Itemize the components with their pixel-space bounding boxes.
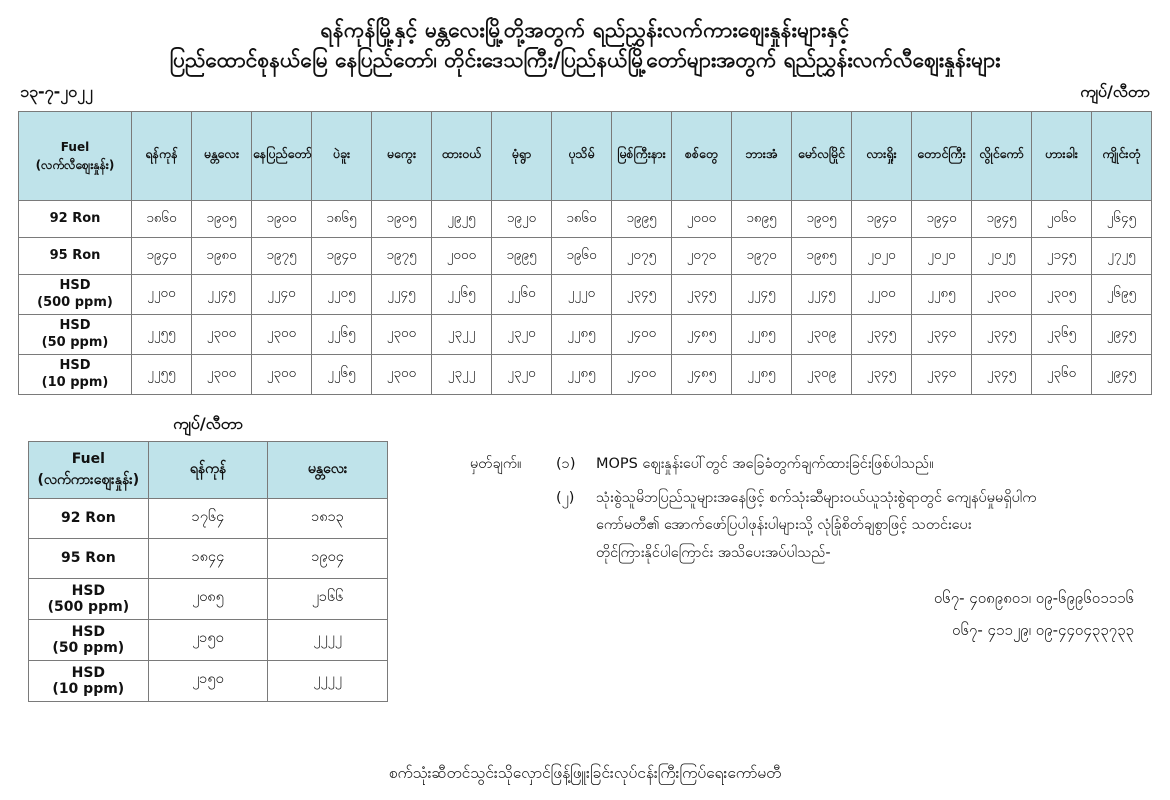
price-cell: ၂၃၄၀ — [912, 354, 972, 394]
price-cell: ၂၃၀၅ — [1032, 274, 1092, 314]
table-header-row — [19, 111, 1152, 200]
price-cell: ၁၈၆၀ — [132, 200, 192, 237]
price-cell: ၁၉၀၄ — [268, 538, 388, 578]
contact-phones — [470, 583, 1152, 646]
price-cell: ၂၃၂၂ — [432, 354, 492, 394]
price-cell: ၁၉၀၅ — [192, 200, 252, 237]
price-cell: ၂၃၄၅ — [972, 354, 1032, 394]
price-cell: ၁၉၇၅ — [252, 237, 312, 274]
note-text — [596, 485, 1152, 568]
column-header-city: ဟားခါး — [1032, 111, 1092, 200]
price-cell: ၂၂၀၀ — [852, 274, 912, 314]
price-cell: ၂၃၆၅ — [1032, 314, 1092, 354]
fuel-label-line1: HSD — [71, 623, 106, 640]
table-row — [29, 619, 388, 660]
note-text-line: ကော်မတီ၏ အောက်ဖော်ပြပါဖုန်းပါများသို့ လုံခြုံစိတ်ချစွာဖြင့် သတင်းပေး — [596, 517, 972, 534]
document-date: ၁၃-၇-၂၀၂၂ — [20, 81, 93, 101]
price-cell: ၂၃၀၉ — [792, 314, 852, 354]
price-cell: ၂၂၆၀ — [492, 274, 552, 314]
price-cell: ၂၃၆၀ — [1032, 354, 1092, 394]
price-cell: ၁၉၄၀ — [312, 237, 372, 274]
unit-label-main: ကျပ်/လီတာ — [1080, 81, 1150, 101]
column-header-city: မြစ်ကြီးနား — [612, 111, 672, 200]
price-cell: ၂၂၆၅ — [312, 354, 372, 394]
column-header-city: လားရှိုး — [852, 111, 912, 200]
price-cell: ၁၉၄၀ — [852, 200, 912, 237]
price-cell: ၂၁၅၀ — [148, 660, 268, 701]
price-cell: ၂၂၈၅ — [912, 274, 972, 314]
price-cell: ၂၃၄၅ — [852, 354, 912, 394]
price-cell: ၂၀၈၅ — [148, 578, 268, 619]
lower-section — [18, 413, 1152, 702]
column-header-city: မန္တလေး — [268, 441, 388, 498]
price-cell: ၂၃၂၀ — [492, 314, 552, 354]
column-header-city: ဘားအံ — [732, 111, 792, 200]
price-cell: ၂၆၄၅ — [1092, 200, 1152, 237]
price-cell: ၂၃၀၉ — [792, 354, 852, 394]
fuel-label-line2: (10 ppm) — [41, 375, 109, 391]
price-cell: ၂၀၂၀ — [912, 237, 972, 274]
column-header-city: စစ်တွေ — [672, 111, 732, 200]
note-item — [470, 451, 1152, 479]
fuel-label-line1: HSD — [59, 357, 91, 373]
price-cell: ၂၂၅၅ — [132, 354, 192, 394]
price-cell: ၂၃၀၀ — [372, 354, 432, 394]
fuel-header-line2: (လက်ကားဈေးနှုန်း) — [37, 471, 140, 488]
retail-price-table-head — [19, 111, 1152, 200]
price-cell: ၂၁၅၀ — [148, 619, 268, 660]
row-header-fuel-type — [29, 538, 149, 578]
price-cell: ၁၈၆၀ — [552, 200, 612, 237]
column-header-city: မကွေး — [372, 111, 432, 200]
price-cell: ၂၃၂၂ — [432, 314, 492, 354]
price-cell: ၂၀၀၀ — [432, 237, 492, 274]
column-header-city: နေပြည်တော် — [252, 111, 312, 200]
price-cell: ၂၃၀၀ — [372, 314, 432, 354]
column-header-city: မော်လမြိုင် — [792, 111, 852, 200]
table-row — [29, 660, 388, 701]
column-header-city: တောင်ကြီး — [912, 111, 972, 200]
price-cell: ၂၂၂၀ — [552, 274, 612, 314]
column-header-city: ပုသိမ် — [552, 111, 612, 200]
fuel-label-line1: 92 Ron — [49, 210, 101, 226]
price-cell: ၂၂၄၅ — [792, 274, 852, 314]
column-header-city: ကျိုင်းတုံ — [1092, 111, 1152, 200]
retail-price-table-body — [19, 200, 1152, 394]
note-text-line: သုံးစွဲသူမိဘပြည်သူများအနေဖြင့် စက်သုံးဆီများဝယ်ယူသုံးစွဲရာတွင် ကျေနပ်မှုမရှိပါက — [596, 489, 1037, 506]
price-cell: ၁၉၀၅ — [792, 200, 852, 237]
row-header-fuel-type — [19, 274, 132, 314]
price-cell: ၁၉၈၀ — [192, 237, 252, 274]
price-cell: ၂၆၉၅ — [1092, 274, 1152, 314]
price-cell: ၁၉၉၅ — [492, 237, 552, 274]
note-number: (၁) — [556, 455, 576, 472]
price-cell: ၁၉၀၅ — [372, 200, 432, 237]
price-cell: ၂၉၄၅ — [1092, 354, 1152, 394]
price-cell: ၂၂၀၅ — [312, 274, 372, 314]
price-cell: ၁၈၆၅ — [312, 200, 372, 237]
price-cell: ၂၃၄၅ — [672, 274, 732, 314]
price-cell: ၂၃၀၀ — [192, 354, 252, 394]
row-header-fuel-type — [19, 237, 132, 274]
price-cell: ၂၃၀၀ — [972, 274, 1032, 314]
price-cell: ၂၃၀၀ — [252, 354, 312, 394]
footer-authority: စက်သုံးဆီတင်သွင်းသိုလှောင်ဖြန့်ဖြူးခြင်းလုပ်ငန်းကြီးကြပ်ရေးကော်မတီ — [388, 764, 782, 782]
price-cell: ၂၂၂၂ — [268, 660, 388, 701]
price-cell: ၁၉၀၀ — [252, 200, 312, 237]
fuel-label-line1: HSD — [71, 582, 106, 599]
price-cell: ၁၈၁၃ — [268, 498, 388, 538]
phone-line: ၀၆၇- ၄၀၈၉၈၀၁၊ ၀၉-၆၉၉၆၀၁၁၁၆ — [933, 589, 1134, 608]
price-cell: ၂၂၀၀ — [132, 274, 192, 314]
column-header-city: ရန်ကုန် — [148, 441, 268, 498]
price-cell: ၁၉၆၀ — [552, 237, 612, 274]
row-header-fuel-type — [29, 498, 149, 538]
table-row — [29, 538, 388, 578]
column-header-city: မုံရွာ — [492, 111, 552, 200]
fuel-label-line1: HSD — [59, 277, 91, 293]
price-cell: ၂၁၆၆ — [268, 578, 388, 619]
fuel-label-line1: 95 Ron — [60, 550, 116, 567]
price-cell: ၂၂၂၂ — [268, 619, 388, 660]
table-row — [29, 498, 388, 538]
price-cell: ၂၀၇၀ — [672, 237, 732, 274]
price-cell: ၁၈၄၄ — [148, 538, 268, 578]
fuel-label-line2: (500 ppm) — [47, 598, 130, 615]
notes-label: မှတ်ချက်။ — [470, 455, 522, 472]
note-text-line: တိုင်ကြားနိုင်ပါကြောင်း အသိပေးအပ်ပါသည်- — [596, 544, 831, 561]
price-cell: ၂၄၈၅ — [672, 354, 732, 394]
table-row — [19, 354, 1152, 394]
price-cell: ၁၉၂၀ — [492, 200, 552, 237]
price-cell: ၂၂၄၅ — [372, 274, 432, 314]
fuel-header-line1: Fuel — [71, 450, 105, 467]
wholesale-price-table-head — [29, 441, 388, 498]
price-cell: ၂၃၂၀ — [492, 354, 552, 394]
table-header-row — [29, 441, 388, 498]
price-cell: ၂၉၄၅ — [1092, 314, 1152, 354]
column-header-city: ပဲခူး — [312, 111, 372, 200]
price-cell: ၂၀၇၅ — [612, 237, 672, 274]
note-number: (၂) — [556, 489, 575, 506]
notes-block — [418, 413, 1152, 702]
price-cell: ၂၂၆၅ — [312, 314, 372, 354]
price-cell: ၁၈၉၅ — [732, 200, 792, 237]
price-cell: ၂၂၈၅ — [552, 354, 612, 394]
price-cell: ၂၇၂၅ — [1092, 237, 1152, 274]
retail-price-table — [18, 111, 1152, 395]
price-cell: ၂၄၀၀ — [612, 354, 672, 394]
price-cell: ၂၄၈၅ — [672, 314, 732, 354]
table-row — [19, 274, 1152, 314]
column-header-fuel — [19, 111, 132, 200]
fuel-label-line2: (10 ppm) — [52, 680, 125, 697]
price-cell: ၂၀၀၀ — [672, 200, 732, 237]
fuel-header-line1: Fuel — [60, 139, 90, 154]
fuel-label-line2: (50 ppm) — [41, 335, 109, 351]
price-cell: ၂၂၅၅ — [132, 314, 192, 354]
note-item — [470, 485, 1152, 568]
column-header-fuel — [29, 441, 149, 498]
price-cell: ၁၉၈၅ — [792, 237, 852, 274]
page-title-line1: ရန်ကုန်မြို့နှင့် မန္တလေးမြို့တို့အတွက် ရည်ညွှန်းလက်ကားဈေးနှုန်းများနှင့် — [320, 18, 850, 42]
table-row — [29, 578, 388, 619]
unit-label-small: ကျပ်/လီတာ — [173, 413, 243, 433]
price-cell: ၁၉၄၅ — [972, 200, 1032, 237]
price-cell: ၂၂၄၀ — [252, 274, 312, 314]
price-cell: ၁၉၉၅ — [612, 200, 672, 237]
row-header-fuel-type — [19, 354, 132, 394]
price-cell: ၂၀၂၅ — [972, 237, 1032, 274]
wholesale-price-table-body — [29, 498, 388, 701]
column-header-city: မန္တလေး — [192, 111, 252, 200]
price-cell: ၂၃၄၅ — [612, 274, 672, 314]
column-header-city: ရန်ကုန် — [132, 111, 192, 200]
price-cell: ၂၃၄၅ — [972, 314, 1032, 354]
fuel-label-line1: HSD — [71, 664, 106, 681]
price-cell: ၂၁၄၅ — [1032, 237, 1092, 274]
note-text: MOPS ဈေးနှုန်းပေါ်တွင် အခြေခံတွက်ချက်ထားခြင်းဖြစ်ပါသည်။ — [596, 455, 934, 472]
price-cell: ၂၉၂၅ — [432, 200, 492, 237]
price-cell: ၂၀၂၀ — [852, 237, 912, 274]
price-cell: ၂၄၀၀ — [612, 314, 672, 354]
price-cell: ၂၃၄၅ — [852, 314, 912, 354]
fuel-label-line1: HSD — [59, 317, 91, 333]
row-header-fuel-type — [19, 314, 132, 354]
fuel-label-line1: 92 Ron — [60, 510, 116, 527]
phone-line: ၀၆၇- ၄၁၁၂၉၊ ၀၉-၄၄၀၄၃၃၇၃၃ — [952, 620, 1134, 639]
table-row — [19, 200, 1152, 237]
price-cell: ၂၂၆၅ — [432, 274, 492, 314]
fuel-header-line2: (လက်လီဈေးနှုန်း) — [35, 157, 115, 172]
row-header-fuel-type — [29, 619, 149, 660]
fuel-label-line2: (50 ppm) — [52, 639, 125, 656]
price-cell: ၂၀၆၀ — [1032, 200, 1092, 237]
price-cell: ၂၂၄၅ — [732, 274, 792, 314]
table-row — [19, 314, 1152, 354]
wholesale-price-table — [28, 441, 388, 702]
price-cell: ၂၂၈၅ — [732, 314, 792, 354]
price-cell: ၂၂၄၅ — [192, 274, 252, 314]
price-cell: ၁၉၄၀ — [132, 237, 192, 274]
row-header-fuel-type — [19, 200, 132, 237]
price-cell: ၁၉၇၀ — [732, 237, 792, 274]
row-header-fuel-type — [29, 578, 149, 619]
row-header-fuel-type — [29, 660, 149, 701]
price-cell: ၂၃၀၀ — [252, 314, 312, 354]
table-row — [19, 237, 1152, 274]
column-header-city: ထားဝယ် — [432, 111, 492, 200]
price-cell: ၂၃၀၀ — [192, 314, 252, 354]
price-cell: ၁၉၄၀ — [912, 200, 972, 237]
price-cell: ၂၂၈၅ — [552, 314, 612, 354]
price-cell: ၁၇၆၄ — [148, 498, 268, 538]
meta-row — [20, 81, 1150, 105]
wholesale-block — [18, 413, 418, 702]
price-cell: ၂၃၄၀ — [912, 314, 972, 354]
fuel-label-line1: 95 Ron — [49, 247, 101, 263]
price-cell: ၂၂၈၅ — [732, 354, 792, 394]
price-cell: ၁၉၇၅ — [372, 237, 432, 274]
fuel-label-line2: (500 ppm) — [37, 295, 113, 311]
page-title-line2: ပြည်ထောင်စုနယ်မြေ နေပြည်တော်၊ တိုင်းဒေသကြီး/ပြည်နယ်မြို့တော်များအတွက် ရည်ညွှန်းလက်လီဈေးနှုန်းများ — [169, 48, 1001, 73]
column-header-city: လွိုင်ကော် — [972, 111, 1032, 200]
